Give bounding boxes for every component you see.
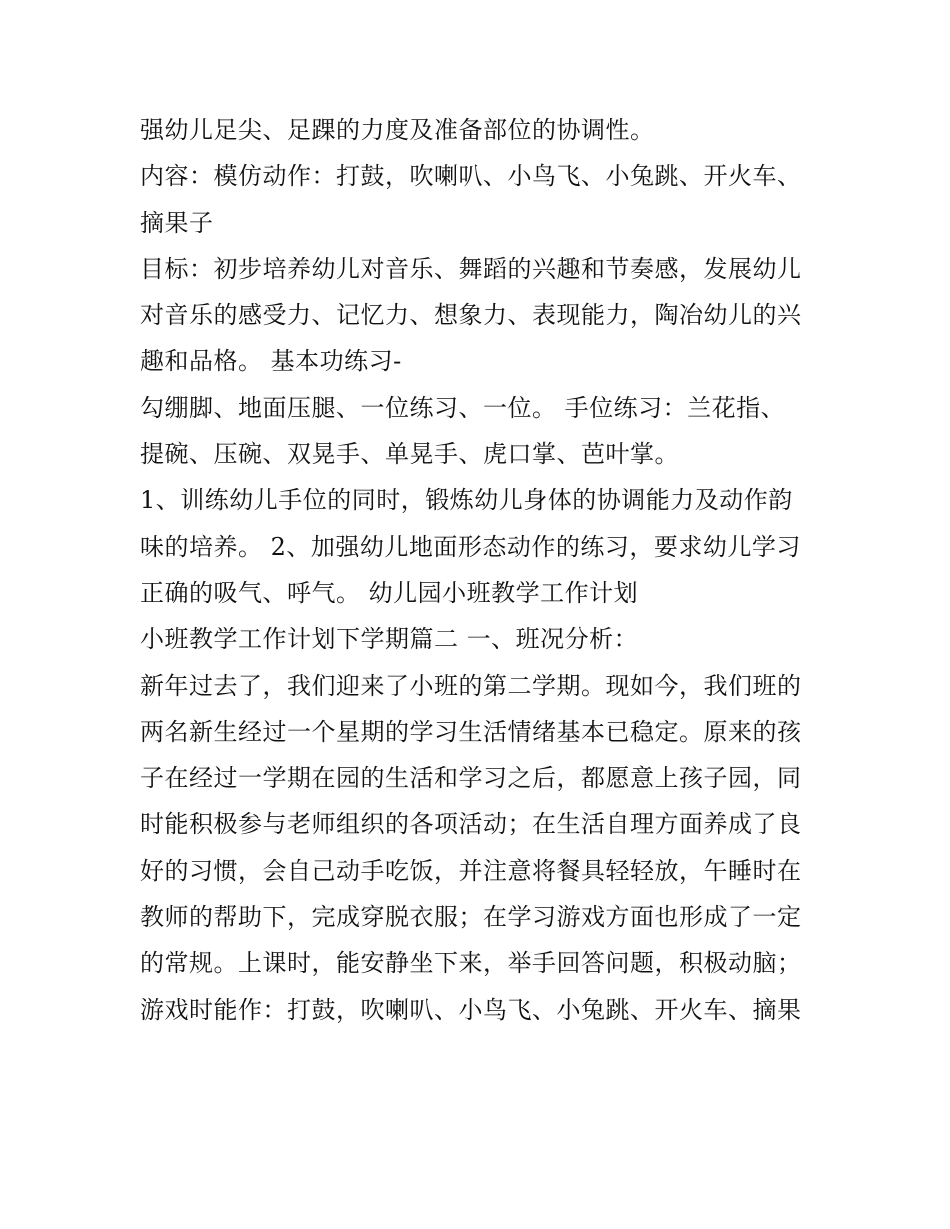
text-line: 摘果子 — [140, 208, 214, 237]
text-line: 的常规。上课时，能安静坐下来，举手回答问题，积极动脑； — [140, 949, 802, 978]
text-line: 两名新生经过一个星期的学习生活情绪基本已稳定。原来的孩 — [140, 717, 802, 746]
text-line: 子在经过一学期在园的生活和学习之后，都愿意上孩子园，同 — [140, 764, 802, 793]
text-line: 提碗、压碗、双晃手、单晃手、虎口掌、芭叶掌。 — [140, 440, 679, 469]
text-line: 内容：模仿动作：打鼓，吹喇叭、小鸟飞、小兔跳、开火车、 — [140, 162, 802, 191]
text-line: 对音乐的感受力、记忆力、想象力、表现能力，陶冶幼儿的兴 — [140, 301, 802, 330]
document-body — [140, 107, 820, 1033]
text-line: 趣和品格。 基本功练习- — [140, 347, 402, 376]
text-line: 游戏时能作：打鼓，吹喇叭、小鸟飞、小兔跳、开火车、摘果 — [140, 995, 802, 1024]
text-line: 时能积极参与老师组织的各项活动；在生活自理方面养成了良 — [140, 810, 802, 839]
text-line: 好的习惯，会自己动手吃饭，并注意将餐具轻轻放，午睡时在 — [140, 856, 802, 885]
text-line: 味的培养。 2、加强幼儿地面形态动作的练习，要求幼儿学习 — [140, 532, 801, 561]
text-line: 1、训练幼儿手位的同时，锻炼幼儿身体的协调能力及动作韵 — [140, 486, 793, 515]
text-line: 目标：初步培养幼儿对音乐、舞蹈的兴趣和节奏感，发展幼儿 — [140, 254, 802, 283]
text-line: 小班教学工作计划下学期篇二 一、班况分析： — [140, 625, 639, 654]
text-line: 强幼儿足尖、足踝的力度及准备部位的协调性。 — [140, 116, 655, 144]
text-line: 勾绷脚、地面压腿、一位练习、一位。 手位练习：兰花指、 — [140, 393, 786, 422]
text-line: 教师的帮助下，完成穿脱衣服；在学习游戏方面也形成了一定 — [140, 903, 802, 932]
text-line: 正确的吸气、呼气。 幼儿园小班教学工作计划 — [140, 578, 639, 607]
text-line: 新年过去了，我们迎来了小班的第二学期。现如今，我们班的 — [140, 671, 802, 700]
